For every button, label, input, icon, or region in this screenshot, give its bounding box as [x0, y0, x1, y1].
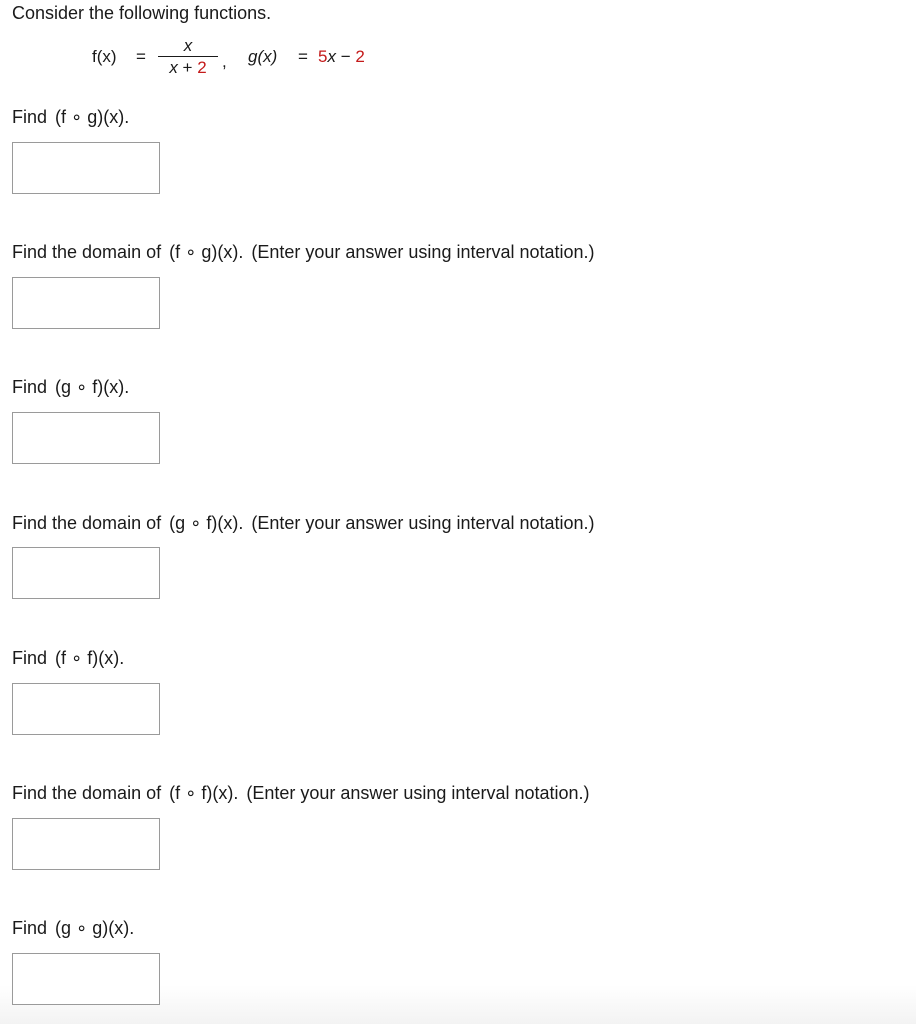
answer-input-1[interactable] [12, 142, 160, 194]
problem-intro: Consider the following functions. [12, 3, 272, 23]
question-note: (Enter your answer using interval notation.) [246, 783, 590, 803]
question-3 [12, 376, 129, 398]
question-prefix: Find [12, 918, 48, 938]
question-prefix: Find the domain of [12, 242, 162, 262]
answer-input-4[interactable] [12, 547, 160, 599]
f-denominator [156, 57, 220, 79]
g-label: g(x) [248, 47, 278, 66]
question-note: (Enter your answer using interval notation.) [251, 242, 595, 262]
question-2 [12, 241, 595, 263]
question-expression: (g ∘ f)(x). [169, 513, 244, 533]
answer-input-5[interactable] [12, 683, 160, 735]
answer-input-6[interactable] [12, 818, 160, 870]
question-4 [12, 512, 595, 534]
question-7 [12, 917, 134, 939]
question-expression: (f ∘ g)(x). [55, 107, 130, 127]
f-label: f(x) [92, 47, 117, 66]
function-separator: , [222, 52, 227, 71]
question-1 [12, 106, 129, 128]
question-prefix: Find the domain of [12, 513, 162, 533]
question-5 [12, 647, 124, 669]
question-expression: (g ∘ g)(x). [55, 918, 135, 938]
question-expression: (f ∘ f)(x). [169, 783, 239, 803]
answer-input-3[interactable] [12, 412, 160, 464]
g-coef: 5 [318, 47, 328, 66]
question-prefix: Find the domain of [12, 783, 162, 803]
question-prefix: Find [12, 107, 48, 127]
question-expression: (f ∘ f)(x). [55, 648, 125, 668]
answer-input-2[interactable] [12, 277, 160, 329]
question-prefix: Find [12, 377, 48, 397]
f-equals: = [136, 47, 146, 66]
question-expression: (g ∘ f)(x). [55, 377, 130, 397]
g-var: x [327, 47, 336, 66]
f-denominator-var: x [169, 58, 178, 77]
question-expression: (f ∘ g)(x). [169, 242, 244, 262]
f-numerator: x [183, 36, 193, 55]
question-note: (Enter your answer using interval notation.) [251, 513, 595, 533]
answer-input-7[interactable] [12, 953, 160, 1005]
g-op: − [340, 47, 351, 66]
f-fraction [156, 36, 220, 79]
f-denominator-op: + [182, 58, 193, 77]
g-expression [318, 47, 365, 67]
g-equals: = [298, 47, 308, 66]
question-6 [12, 782, 590, 804]
f-denominator-const: 2 [197, 58, 207, 77]
g-const: 2 [355, 47, 365, 66]
question-prefix: Find [12, 648, 48, 668]
